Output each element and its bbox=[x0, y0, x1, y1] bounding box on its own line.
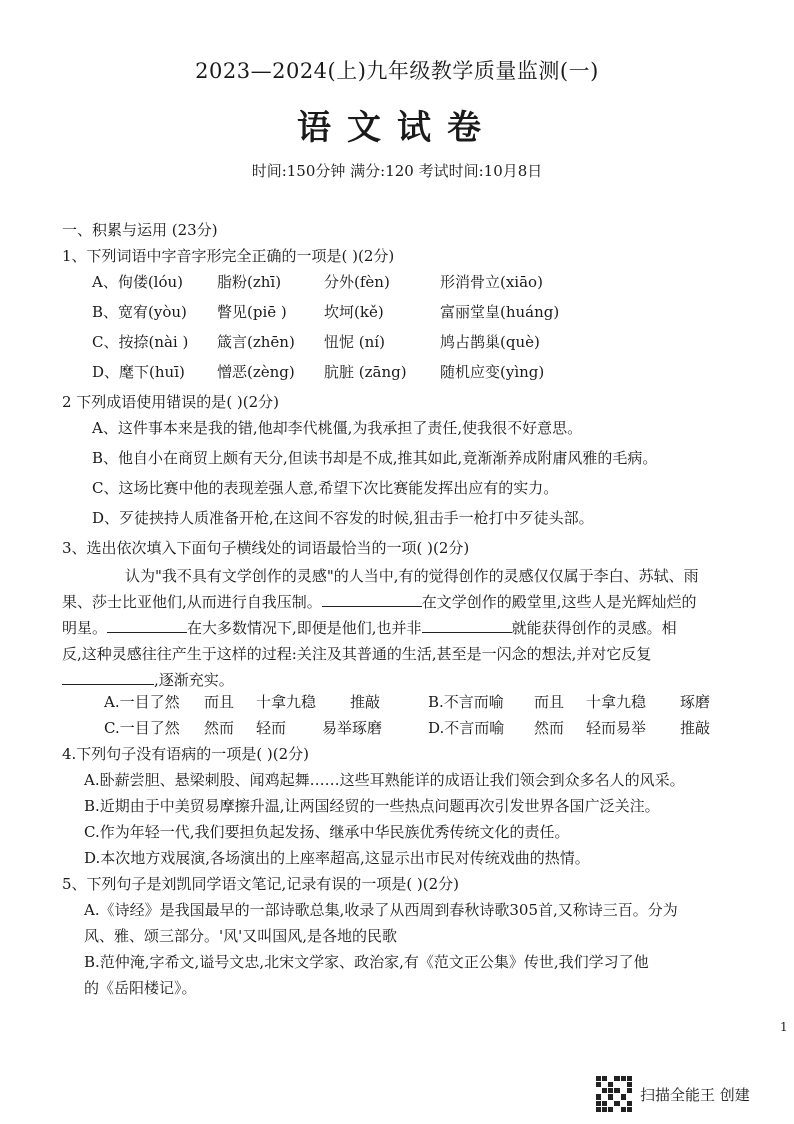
exam-subtitle: 2023—2024(上)九年级教学质量监测(一) bbox=[195, 59, 599, 83]
q5-option-b: B.范仲淹,字希文,谥号文忠,北宋文学家、政治家,有《范文正公集》传世,我们学习了他 bbox=[84, 953, 649, 971]
question-4-stem: 4.下列句子没有语病的一项是( )(2分) bbox=[62, 745, 310, 763]
q3-passage-line: 明星。 在大多数情况下,即便是他们,也并非 就能获得创作的灵感。相 bbox=[62, 619, 677, 637]
q5-option-a-cont: 风、雅、颂三部分。'风'又叫国风,是各地的民歌 bbox=[84, 927, 398, 945]
q4-option-a: A.卧薪尝胆、悬梁刺股、闻鸡起舞……这些耳熟能详的成语让我们领会到众多名人的风采。 bbox=[84, 771, 685, 789]
exam-meta: 时间:150分钟 满分:120 考试时间:10月8日 bbox=[251, 162, 543, 180]
question-3-stem: 3、选出依次填入下面句子横线处的词语最恰当的一项( )(2分) bbox=[62, 539, 470, 557]
scanner-watermark bbox=[596, 1074, 786, 1114]
q3-passage-line: 认为"我不具有文学创作的灵感"的人当中,有的觉得创作的灵感仅仅属于李白、苏轼、雨 bbox=[125, 567, 699, 585]
fill-blank bbox=[422, 618, 512, 633]
q5-option-b-cont: 的《岳阳楼记》。 bbox=[84, 979, 197, 997]
q1-option-a: A、佝偻(lóu) 脂粉(zhī) 分外(fèn) 形消骨立(xiāo) bbox=[92, 273, 543, 291]
question-1-stem: 1、下列词语中字音字形完全正确的一项是( )(2分) bbox=[62, 247, 395, 265]
page-title: 语文试卷 bbox=[297, 108, 497, 148]
question-5-stem: 5、下列句子是刘凯同学语文笔记,记录有误的一项是( )(2分) bbox=[62, 875, 460, 893]
qr-code-icon bbox=[596, 1076, 632, 1112]
fill-blank bbox=[322, 592, 422, 607]
fill-blank bbox=[107, 618, 187, 633]
q2-option-c: C、这场比赛中他的表现差强人意,希望下次比赛能发挥出应有的实力。 bbox=[92, 479, 559, 497]
q3-passage-line: ,逐渐充实。 bbox=[62, 670, 234, 690]
q3-passage-line: 果、莎士比亚他们,从而进行自我压制。 在文学创作的殿堂里,这些人是光辉灿烂的 bbox=[62, 593, 697, 611]
q2-option-a: A、这件事本来是我的错,他却李代桃僵,为我承担了责任,使我很不好意思。 bbox=[92, 419, 583, 437]
q3-passage-line: 反,这种灵感往往产生于这样的过程:关注及其普通的生活,甚至是一闪念的想法,并对它反复 bbox=[62, 645, 652, 663]
fill-blank bbox=[62, 670, 154, 685]
q3-option-a-b: A.一目了然 而且 十拿九稳 推敲 B.不言而喻 而且 十拿九稳 琢磨 bbox=[104, 693, 711, 711]
watermark-text: 扫描全能王 创建 bbox=[640, 1085, 750, 1104]
q1-option-c: C、按捺(nài ) 箴言(zhēn) 忸怩 (ní) 鸠占鹊巢(què) bbox=[92, 333, 540, 351]
q2-option-b: B、他自小在商贸上颇有天分,但读书却是不成,推其如此,竟渐渐养成附庸风雅的毛病。 bbox=[92, 449, 658, 467]
q5-option-a: A.《诗经》是我国最早的一部诗歌总集,收录了从西周到春秋诗歌305首,又称诗三百。分为 bbox=[84, 901, 678, 919]
q2-option-d: D、歹徒挟持人质准备开枪,在这间不容发的时候,狙击手一枪打中歹徒头部。 bbox=[92, 509, 594, 527]
section-heading: 一、积累与运用 (23分) bbox=[62, 221, 218, 239]
q1-option-b: B、宽宥(yòu) 瞥见(piē ) 坎坷(kě) 富丽堂皇(huáng) bbox=[92, 303, 560, 321]
page-number: 1 bbox=[780, 1020, 788, 1034]
q1-option-d: D、麾下(huī) 憎恶(zèng) 肮脏 (zāng) 随机应变(yìng) bbox=[92, 363, 545, 381]
q4-option-b: B.近期由于中美贸易摩擦升温,让两国经贸的一些热点问题再次引发世界各国广泛关注。 bbox=[84, 797, 660, 815]
q4-option-d: D.本次地方戏展演,各场演出的上座率超高,这显示出市民对传统戏曲的热情。 bbox=[84, 849, 590, 867]
q4-option-c: C.作为年轻一代,我们要担负起发扬、继承中华民族优秀传统文化的责任。 bbox=[84, 823, 570, 841]
question-2-stem: 2 下列成语使用错误的是( )(2分) bbox=[62, 393, 280, 411]
q3-option-c-d: C.一目了然 然而 轻而 易举琢磨 D.不言而喻 然而 轻而易举 推敲 bbox=[104, 719, 711, 737]
